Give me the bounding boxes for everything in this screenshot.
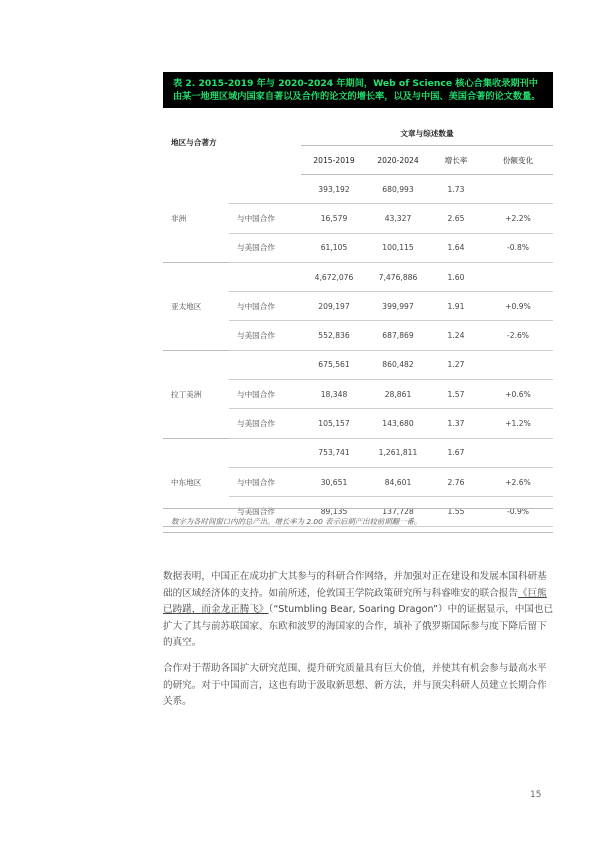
share-change-cell: +1.2% <box>483 409 553 438</box>
report-link[interactable]: 《巨熊已踌躇，而金龙正腾飞》 <box>163 587 547 615</box>
paragraph-2: 合作对于帮助各国扩大研究范围、提升研究质量具有巨大价值，并使其有机会参与最高水平的研究。对于中国而言，这也有助于汲取新思想、新方法，并与顶尖科研人员建立长期合作关系。 <box>163 663 547 707</box>
value-2015-cell: 209,197 <box>301 292 367 321</box>
region-cell: 拉丁美洲 <box>163 350 229 438</box>
col-header-share: 份额变化 <box>483 146 553 175</box>
share-change-cell: +0.9% <box>483 292 553 321</box>
value-2015-cell: 30,651 <box>301 467 367 496</box>
partner-cell: 与中国合作 <box>229 380 301 409</box>
growth-cell: 1.27 <box>429 350 483 379</box>
value-2015-cell: 16,579 <box>301 204 367 233</box>
growth-cell: 1.73 <box>429 175 483 204</box>
col-header-2015: 2015-2019 <box>301 146 367 175</box>
group-header: 文章与综述数量 <box>301 111 553 146</box>
growth-cell: 1.37 <box>429 409 483 438</box>
share-change-cell: +0.6% <box>483 380 553 409</box>
col-header-2020: 2020-2024 <box>367 146 429 175</box>
value-2015-cell: 61,105 <box>301 233 367 262</box>
share-change-cell <box>483 350 553 379</box>
partner-cell: 与中国合作 <box>229 467 301 496</box>
growth-cell: 1.55 <box>429 497 483 526</box>
partner-cell <box>229 175 301 204</box>
value-2015-cell: 675,561 <box>301 350 367 379</box>
value-2015-cell: 18,348 <box>301 380 367 409</box>
paragraph-1-text-b: （“Stumbling Bear, Soaring Dragon”）中的证据显示，中国也已扩大了其与前苏联国家、东欧和波罗的海国家的合作，填补了俄罗斯国际参与度下降后留下的真空。 <box>163 604 554 648</box>
value-2015-cell: 105,157 <box>301 409 367 438</box>
share-change-cell: -0.8% <box>483 233 553 262</box>
party-header: 地区与合著方 <box>171 138 217 148</box>
value-2020-cell: 680,993 <box>367 175 429 204</box>
share-change-cell <box>483 262 553 291</box>
value-2020-cell: 7,476,886 <box>367 262 429 291</box>
share-change-cell: +2.2% <box>483 204 553 233</box>
value-2020-cell: 399,997 <box>367 292 429 321</box>
table-row <box>163 175 553 204</box>
growth-cell: 1.64 <box>429 233 483 262</box>
partner-cell: 与中国合作 <box>229 204 301 233</box>
partner-cell <box>229 438 301 467</box>
value-2020-cell: 84,601 <box>367 467 429 496</box>
value-2020-cell: 143,680 <box>367 409 429 438</box>
share-change-cell: +2.6% <box>483 467 553 496</box>
col-header-growth: 增长率 <box>429 146 483 175</box>
value-2020-cell: 28,861 <box>367 380 429 409</box>
table-row <box>163 262 553 291</box>
value-2020-cell: 100,115 <box>367 233 429 262</box>
table-row <box>163 350 553 379</box>
value-2020-cell: 43,327 <box>367 204 429 233</box>
partner-cell: 与中国合作 <box>229 292 301 321</box>
growth-cell: 1.67 <box>429 438 483 467</box>
share-change-cell: -2.6% <box>483 321 553 350</box>
growth-cell: 2.65 <box>429 204 483 233</box>
page-number: 15 <box>530 790 542 800</box>
partner-cell: 与美国合作 <box>229 497 301 526</box>
region-cell: 非洲 <box>163 175 229 263</box>
region-cell: 亚太地区 <box>163 262 229 350</box>
share-change-cell <box>483 438 553 467</box>
value-2020-cell: 1,261,811 <box>367 438 429 467</box>
growth-cell: 1.57 <box>429 380 483 409</box>
share-change-cell <box>483 175 553 204</box>
partner-cell: 与美国合作 <box>229 321 301 350</box>
share-change-cell: -0.9% <box>483 497 553 526</box>
value-2015-cell: 552,836 <box>301 321 367 350</box>
table-row <box>163 438 553 467</box>
value-2015-cell: 89,135 <box>301 497 367 526</box>
value-2015-cell: 753,741 <box>301 438 367 467</box>
partner-cell: 与美国合作 <box>229 409 301 438</box>
data-table <box>163 111 553 527</box>
table-body <box>163 175 553 527</box>
growth-cell: 1.60 <box>429 262 483 291</box>
paragraph-1-text-a: 数据表明，中国正在成功扩大其参与的科研合作网络，并加强对正在建设和发展本国科研基础的区域经济体的支持。如前所述，伦敦国王学院政策研究所与科睿唯安的联合报告 <box>163 571 547 599</box>
growth-cell: 1.24 <box>429 321 483 350</box>
table-note: 数字为各时间窗口内的总产出。增长率为 2.00 表示后期产出较前期翻一番。 <box>163 508 553 533</box>
value-2020-cell: 137,728 <box>367 497 429 526</box>
partner-cell <box>229 262 301 291</box>
value-2015-cell: 393,192 <box>301 175 367 204</box>
growth-cell: 1.91 <box>429 292 483 321</box>
partner-cell: 与美国合作 <box>229 233 301 262</box>
value-2020-cell: 687,869 <box>367 321 429 350</box>
value-2015-cell: 4,672,076 <box>301 262 367 291</box>
value-2020-cell: 860,482 <box>367 350 429 379</box>
growth-cell: 2.76 <box>429 467 483 496</box>
region-cell: 中东地区 <box>163 438 229 526</box>
partner-cell <box>229 350 301 379</box>
table-title: 表 2. 2015-2019 年与 2020-2024 年期间，Web of Science 核心合集收录期刊中由某一地理区域内国家自著以及合作的论文的增长率，以及与中国、美国合著的论文数量。 <box>163 72 553 108</box>
paragraph-1 <box>163 569 555 652</box>
